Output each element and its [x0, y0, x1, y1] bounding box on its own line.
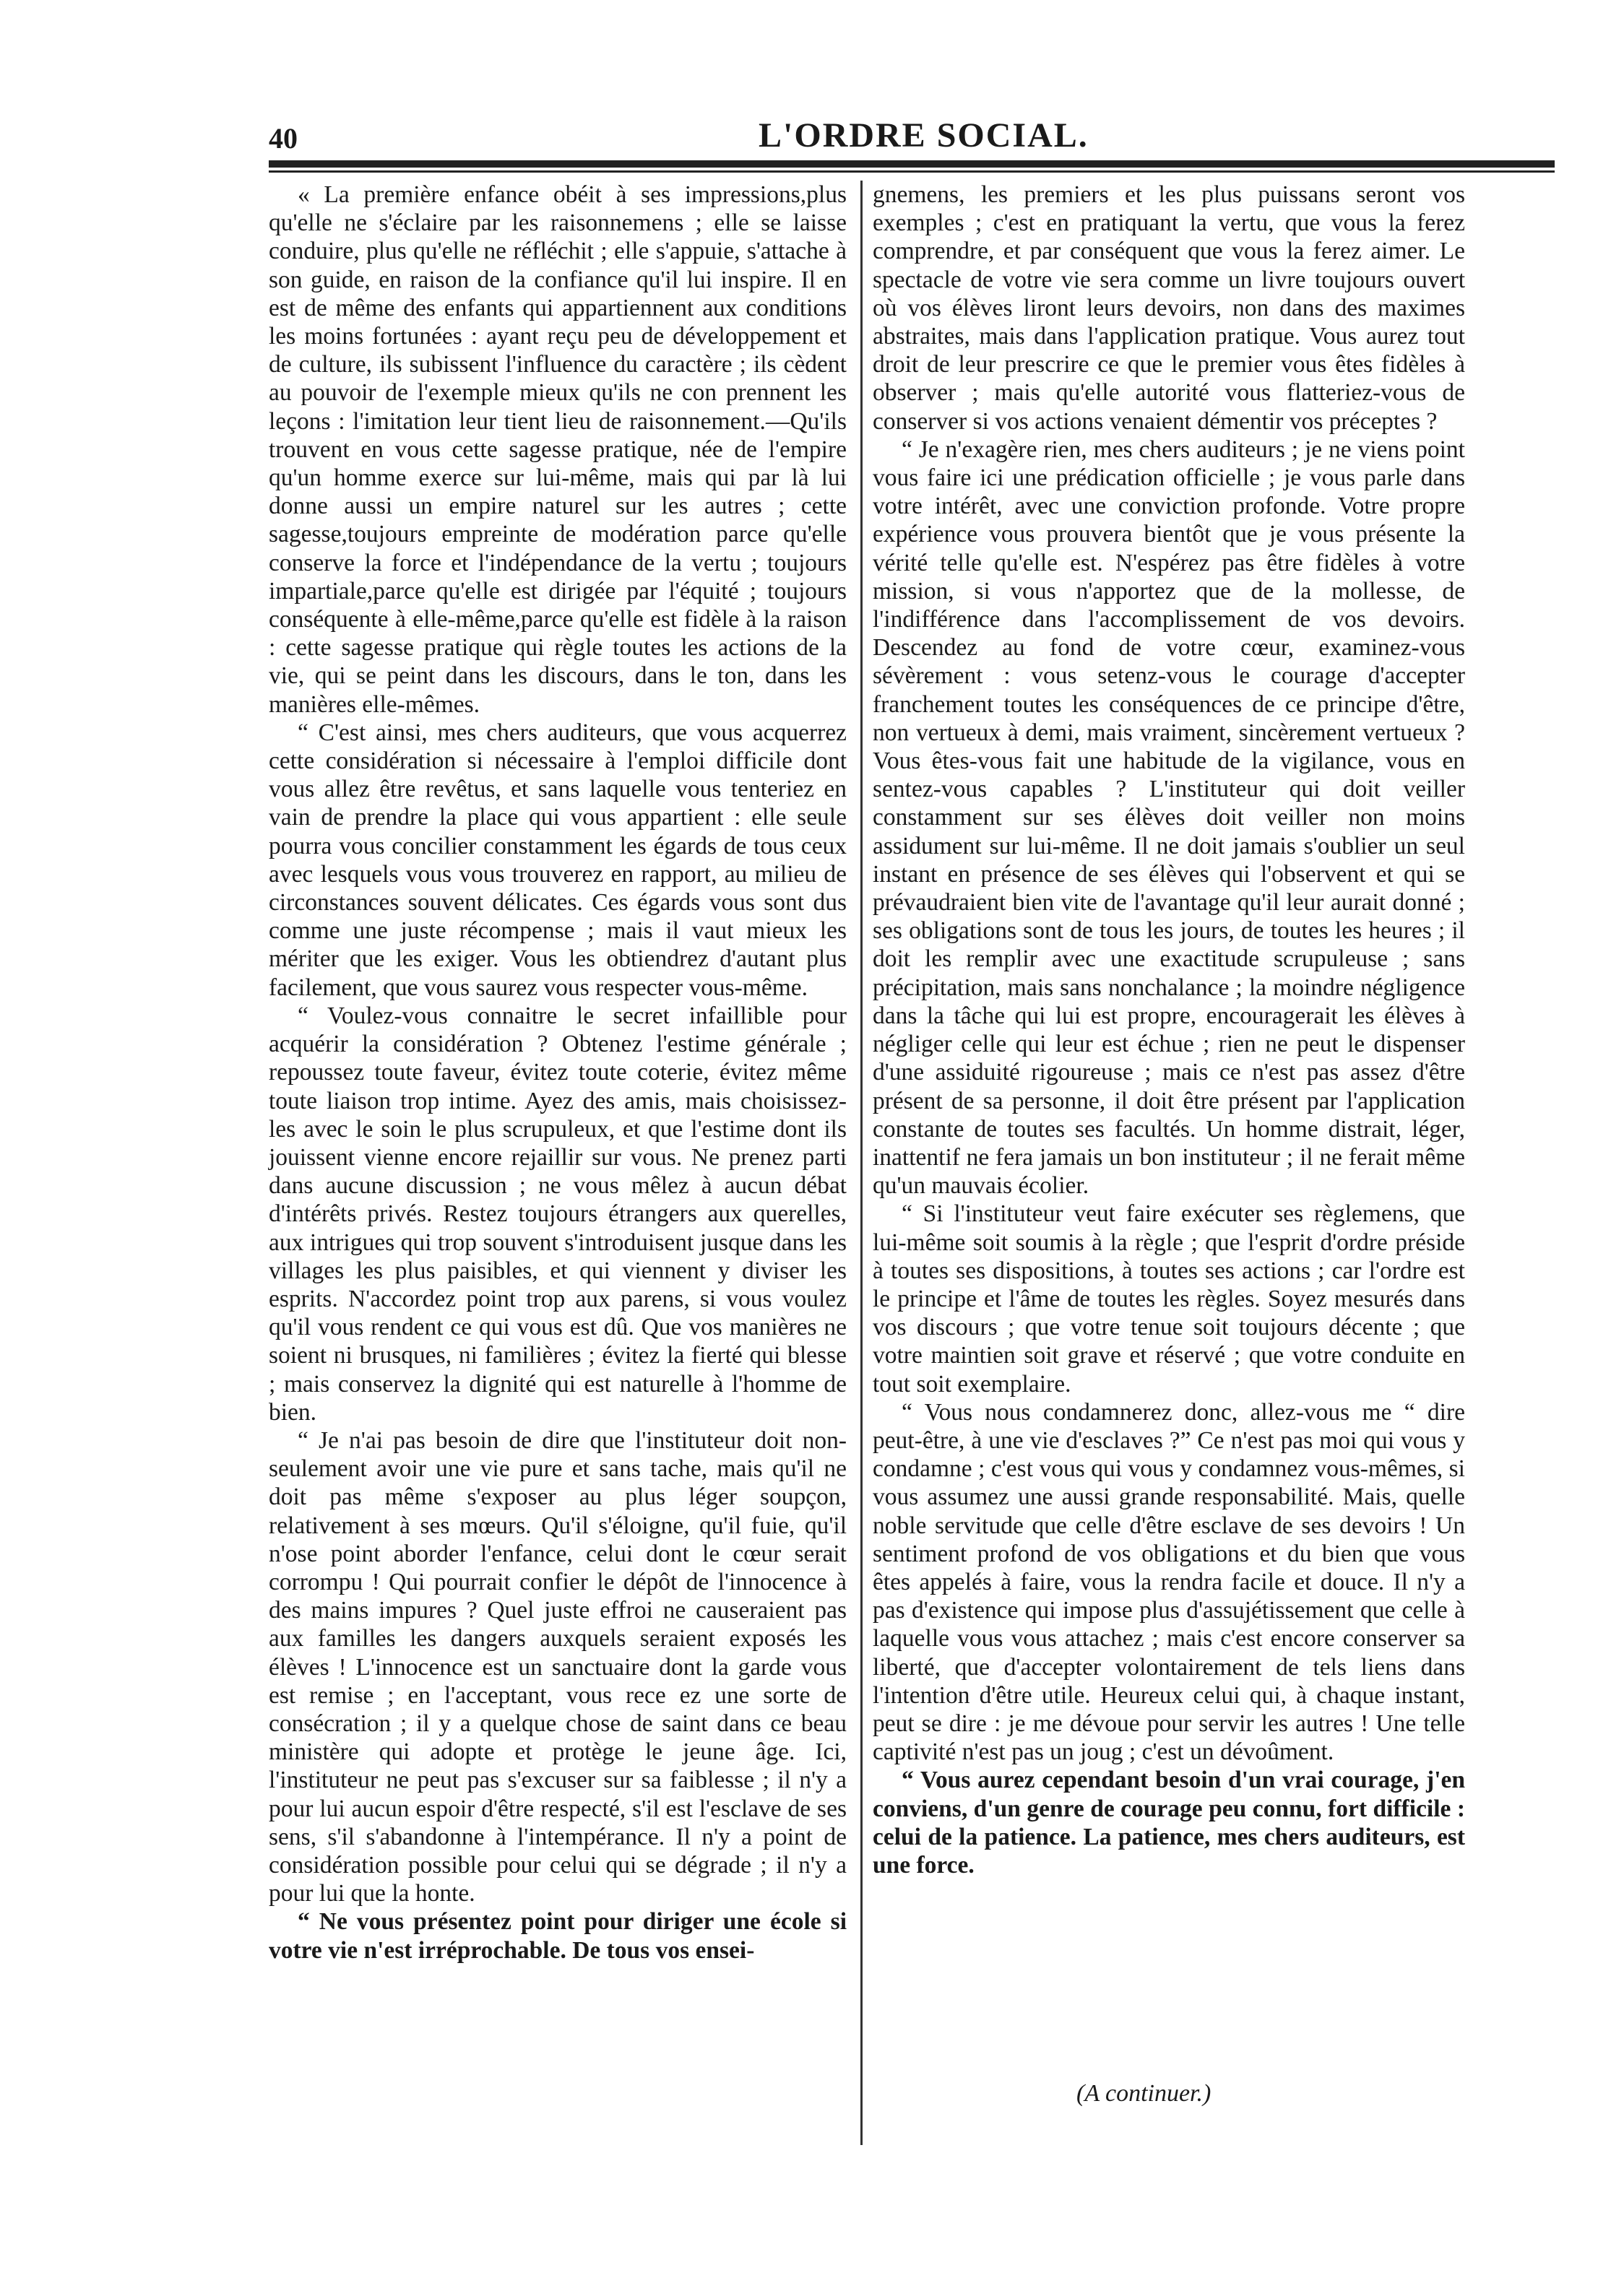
paragraph: “ Voulez-vous connaitre le secret infaillible pour acquérir la considération ? Obtenez l'estime générale ; repoussez toute faveur, évitez toute coterie, évitez même toute liaison trop intime. Ayez des amis, mais choisissez-les avec le soin le plus scrupuleux, et que l'estime dont ils jouissent vienne encore rejaillir sur vous. Ne prenez parti dans aucune discussion ; ne vous mêlez à aucun débat d'intérêts privés. Restez toujours étrangers aux querelles, aux intrigues qui trop souvent s'introduisent jusque dans les villages les plus paisibles, et qui viennent y diviser les esprits. N'accordez point trop aux parens, si vous voulez qu'il vous rendent ce qui vous est dû. Que vos manières ne soient ni brusques, ni familières ; évitez la fierté qui blesse ; mais conservez la dignité qui est naturelle à l'homme de bien. — [269, 1002, 847, 1426]
paragraph: “ Ne vous présentez point pour diriger une école si votre vie n'est irréprochable. De tous vos ensei- — [269, 1908, 847, 1964]
paragraph: “ C'est ainsi, mes chers auditeurs, que vous acquerrez cette considération si nécessaire à l'emploi difficile dont vous allez être revêtus, et sans laquelle vous tenteriez en vain de prendre la place qui vous appartient : elle seule pourra vous concilier constamment les égards de tous ceux avec lesquels vous vous trouverez en rapport, au milieu de circonstances souvent délicates. Ces égards vous sont dus comme une juste récompense ; mais il vaut mieux les mériter que les exiger. Vous les obtiendrez d'autant plus facilement, que vous saurez vous respecter vous-même. — [269, 719, 847, 1001]
paragraph: “ Vous nous condamnerez donc, allez-vous me “ dire peut-être, à une vie d'esclaves ?” Ce n'est pas moi qui vous y condamne ; c'est vous qui vous y condamnez vous-mêmes, si vous assumez une aussi grande responsabilité. Mais, quelle noble servitude que celle d'être esclave de ses devoirs ! Un sentiment profond de vos obligations et du bien que vous êtes appelés à faire, vous la rendra facile et douce. Il n'y a pas d'existence qui impose plus d'assujétissement que celle à laquelle vous vous attachez ; mais c'est encore conserver sa liberté, que d'accepter volontairement de tels liens dans l'intention d'être utile. Heureux celui qui, à chaque instant, peut se dire : je me dévoue pour servir les autres ! Une telle captivité n'est pas un joug ; c'est un dévoûment. — [873, 1398, 1465, 1766]
right-column — [873, 181, 1465, 1879]
paragraph: “ Je n'exagère rien, mes chers auditeurs ; je ne viens point vous faire ici une prédication officielle ; je vous parle dans votre intérêt, avec une conviction profonde. Votre propre expérience vous prouvera bientôt que je vous présente la vérité telle qu'elle est. N'espérez pas être fidèles à votre mission, si vous n'apportez que de la mollesse, de l'indifférence dans l'accomplissement de vos devoirs. Descendez au fond de votre cœur, examinez-vous sévèrement : vous setenz-vous le courage d'accepter franchement toutes les conséquences de ce principe d'être, non vertueux à demi, mais vraiment, sincèrement vertueux ? Vous êtes-vous fait une habitude de la vigilance, vous en sentez-vous capables ? L'instituteur qui doit veiller constamment sur ses élèves doit veiller non moins assidument sur lui-même. Il ne doit jamais s'oublier un seul instant en présence de ses élèves qui l'observent et qui se prévaudraient bien vite de l'avantage qu'il leur aurait donné ; ses obligations sont de tous les jours, de toutes les heures ; il doit les remplir avec une exactitude scrupuleuse ; sans précipitation, mais sans nonchalance ; la moindre négligence dans la tâche qui lui est propre, encouragerait les élèves à négliger celle qui leur est échue ; rien ne peut le dispenser d'une assiduité rigoureuse ; mais ce n'est pas assez d'être présent de sa personne, il doit être présent par l'application constante de toutes ses facultés. Un homme distrait, léger, inattentif ne fera jamais un bon instituteur ; il ne ferait même qu'un mauvais écolier. — [873, 436, 1465, 1200]
paragraph: « La première enfance obéit à ses impressions,plus qu'elle ne s'éclaire par les raisonnemens ; elle se laisse conduire, plus qu'elle ne réfléchit ; elle s'appuie, s'attache à son guide, en raison de la confiance qu'il lui inspire. Il en est de même des enfants qui appartiennent aux conditions les moins fortunées : ayant reçu peu de développement et de culture, ils subissent l'influence du caractère ; ils cèdent au pouvoir de l'exemple mieux qu'ils ne con prennent les leçons : l'imitation leur tient lieu de raisonnement.—Qu'ils trouvent en vous cette sagesse pratique, née de l'empire qu'un homme exerce sur lui-même, mais qui par là lui donne aussi un empire naturel sur les autres ; cette sagesse,toujours empreinte de modération parce qu'elle conserve la force et l'indépendance de la vertu ; toujours impartiale,parce qu'elle est dirigée par l'équité ; toujours conséquente à elle-même,parce qu'elle est fidèle à la raison : cette sagesse pratique qui règle toutes les actions de la vie, qui se peint dans les discours, dans le ton, dans les manières elle-mêmes. — [269, 181, 847, 718]
paragraph: “ Je n'ai pas besoin de dire que l'instituteur doit non-seulement avoir une vie pure et sans tache, mais qu'il ne doit pas même s'exposer au plus léger soupçon, relativement à ses mœurs. Qu'il s'éloigne, qu'il fuie, qu'il n'ose point aborder l'enfance, celui dont le cœur serait corrompu ! Qui pourrait confier le dépôt de l'innocence à des mains impures ? Quel juste effroi ne causeraient pas aux familles les dangers auxquels seraient exposés les élèves ! L'innocence est un sanctuaire dont la garde vous est remise ; en l'acceptant, vous rece ez une sorte de consécration ; il y a quelque chose de saint dans ce beau ministère qui adopte et protège le jeune âge. Ici, l'instituteur ne peut pas s'excuser sur sa faiblesse ; il n'y a pour lui aucun espoir d'être respecté, s'il est l'esclave de ses sens, s'il s'abandonne à l'intempérance. Il n'y a point de considération possible pour celui qui se dégrade ; il n'y a pour lui que la honte. — [269, 1426, 847, 1907]
newspaper-title: L'ORDRE SOCIAL. — [759, 116, 1089, 155]
column-divider — [860, 181, 863, 2145]
paragraph: gnemens, les premiers et les plus puissans seront vos exemples ; c'est en pratiquant la vertu, que vous la ferez comprendre, et par conséquent que vous la ferez aimer. Le spectacle de votre vie sera comme un livre toujours ouvert où vos élèves liront leurs devoirs, non dans des maximes abstraites, mais dans l'application pratique. Vous aurez tout droit de leur prescrire ce que le premier vous êtes fidèles à observer ; mais qu'elle autorité vous flatteriez-vous de conserver si vos actions venaient démentir vos préceptes ? — [873, 181, 1465, 435]
paragraph: “ Vous aurez cependant besoin d'un vrai courage, j'en conviens, d'un genre de courage peu connu, fort difficile : celui de la patience. La patience, mes chers auditeurs, est une force. — [873, 1767, 1465, 1879]
paragraph: “ Si l'instituteur veut faire exécuter ses règlemens, que lui-même soit soumis à la règle ; que l'esprit d'ordre préside à toutes ses dispositions, à toutes ses actions ; car l'ordre est le principe et l'âme de toutes les règles. Soyez mesurés dans vos discours ; que votre tenue soit toujours décente ; que votre maintien soit grave et réservé ; que votre conduite en tout soit exemplaire. — [873, 1200, 1465, 1398]
to-be-continued-note: (A continuer.) — [1076, 2080, 1212, 2107]
header-rule-thin — [269, 170, 1555, 173]
page-number: 40 — [269, 122, 298, 155]
left-column — [269, 181, 847, 1964]
header-rule-thick — [269, 160, 1555, 168]
